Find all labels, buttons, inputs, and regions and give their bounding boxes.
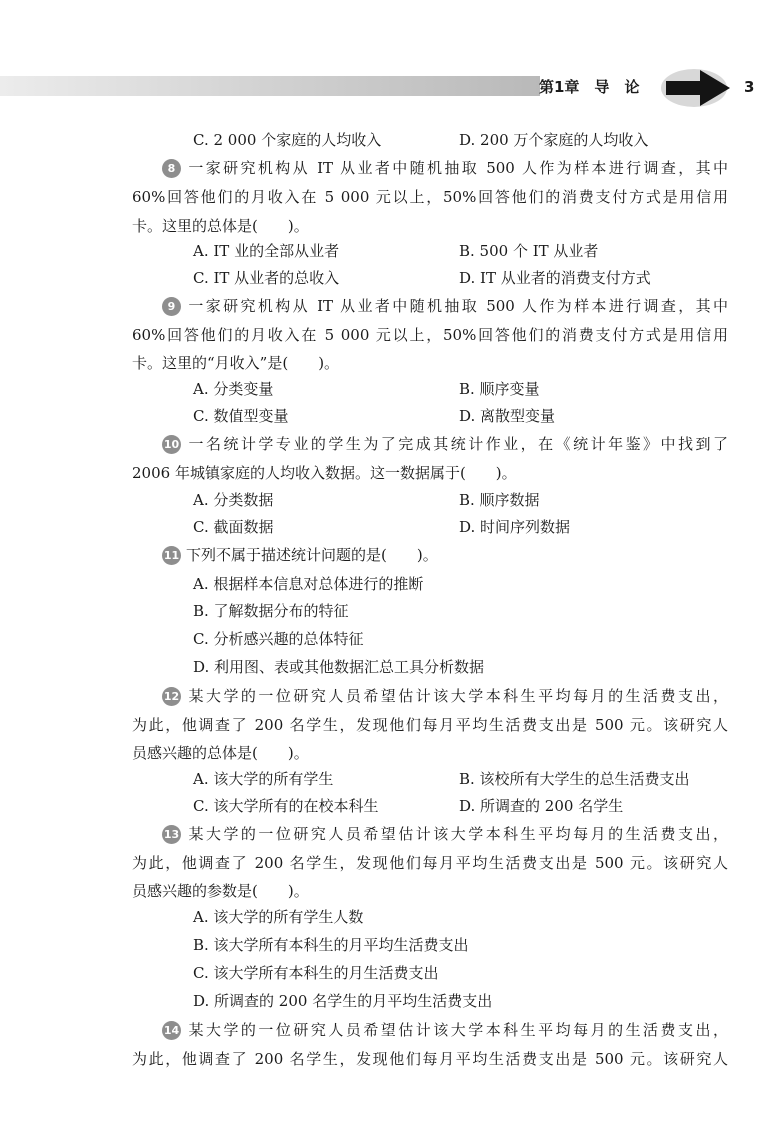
q10-stem-line1: 10 一名统计学专业的学生为了完成其统计作业，在《统计年鉴》中找到了 (163, 435, 728, 453)
q10-stem-line2: 2006 年城镇家庭的人均收入数据。这一数据属于( )。 (132, 464, 517, 482)
q11-option-a: A. 根据样本信息对总体进行的推断 (193, 575, 424, 593)
page-number: 3 (744, 78, 755, 96)
q12-stem-line1: 12 某大学的一位研究人员希望估计该大学本科生平均每月的生活费支出， (163, 687, 728, 705)
q9-number-badge: 9 (162, 297, 181, 316)
q11-option-d: D. 利用图、表或其他数据汇总工具分析数据 (193, 658, 485, 676)
q10-option-c: C. 截面数据 (193, 518, 274, 536)
q9-stem-line3: 卡。这里的“月收入”是( )。 (132, 354, 340, 372)
q9-stem-line2: 60%回答他们的月收入在 5 000 元以上，50%回答他们的消费支付方式是用信用 (132, 326, 728, 344)
q10-option-a: A. 分类数据 (193, 491, 274, 509)
q11-option-c: C. 分析感兴趣的总体特征 (193, 630, 364, 648)
q10-number-badge: 10 (162, 435, 181, 454)
q13-option-a: A. 该大学的所有学生人数 (193, 908, 364, 926)
q12-option-a: A. 该大学的所有学生 (193, 770, 334, 788)
q9-option-c: C. 数值型变量 (193, 407, 289, 425)
q7-option-d: D. 200 万个家庭的人均收入 (459, 131, 649, 149)
q13-option-d: D. 所调查的 200 名学生的月平均生活费支出 (193, 992, 493, 1010)
q12-option-c: C. 该大学所有的在校本科生 (193, 797, 379, 815)
q13-stem-line3: 员感兴趣的参数是( )。 (132, 882, 309, 900)
q11-number-badge: 11 (162, 546, 181, 565)
q9-option-a: A. 分类变量 (193, 380, 274, 398)
q11-option-b: B. 了解数据分布的特征 (193, 602, 349, 620)
q13-option-c: C. 该大学所有本科生的月生活费支出 (193, 964, 439, 982)
q9-option-b: B. 顺序变量 (459, 380, 540, 398)
q8-option-d: D. IT 从业者的消费支付方式 (459, 269, 651, 287)
q8-number-badge: 8 (162, 159, 181, 178)
q9-option-d: D. 离散型变量 (459, 407, 556, 425)
q13-option-b: B. 该大学所有本科生的月平均生活费支出 (193, 936, 469, 954)
chapter-title: 第1章 导 论 (539, 78, 640, 96)
q12-option-d: D. 所调查的 200 名学生 (459, 797, 624, 815)
q10-option-d: D. 时间序列数据 (459, 518, 571, 536)
q12-option-b: B. 该校所有大学生的总生活费支出 (459, 770, 690, 788)
q12-number-badge: 12 (162, 687, 181, 706)
q12-stem-line3: 员感兴趣的总体是( )。 (132, 744, 309, 762)
q7-option-c: C. 2 000 个家庭的人均收入 (193, 131, 382, 149)
q8-option-a: A. IT 业的全部从业者 (193, 242, 340, 260)
q8-stem-line2: 60%回答他们的月收入在 5 000 元以上，50%回答他们的消费支付方式是用信用 (132, 188, 728, 206)
q10-option-b: B. 顺序数据 (459, 491, 540, 509)
q14-number-badge: 14 (162, 1021, 181, 1040)
q13-number-badge: 13 (162, 825, 181, 844)
q13-stem-line2: 为此，他调查了 200 名学生，发现他们每月平均生活费支出是 500 元。该研究人 (132, 854, 728, 872)
q14-stem-line1: 14 某大学的一位研究人员希望估计该大学本科生平均每月的生活费支出， (163, 1021, 728, 1039)
q8-option-c: C. IT 从业者的总收入 (193, 269, 340, 287)
q11-stem-line1: 11 下列不属于描述统计问题的是( )。 (163, 546, 438, 564)
q9-stem-line1: 9 一家研究机构从 IT 从业者中随机抽取 500 人作为样本进行调查，其中 (162, 292, 728, 320)
q14-stem-line2: 为此，他调查了 200 名学生，发现他们每月平均生活费支出是 500 元。该研究人 (132, 1050, 728, 1068)
q8-stem-line1: 8 一家研究机构从 IT 从业者中随机抽取 500 人作为样本进行调查，其中 (162, 154, 728, 182)
q8-option-b: B. 500 个 IT 从业者 (459, 242, 599, 260)
q8-stem-line3: 卡。这里的总体是( )。 (132, 217, 309, 235)
q13-stem-line1: 13 某大学的一位研究人员希望估计该大学本科生平均每月的生活费支出， (163, 825, 728, 843)
q12-stem-line2: 为此，他调查了 200 名学生，发现他们每月平均生活费支出是 500 元。该研究人 (132, 716, 728, 734)
